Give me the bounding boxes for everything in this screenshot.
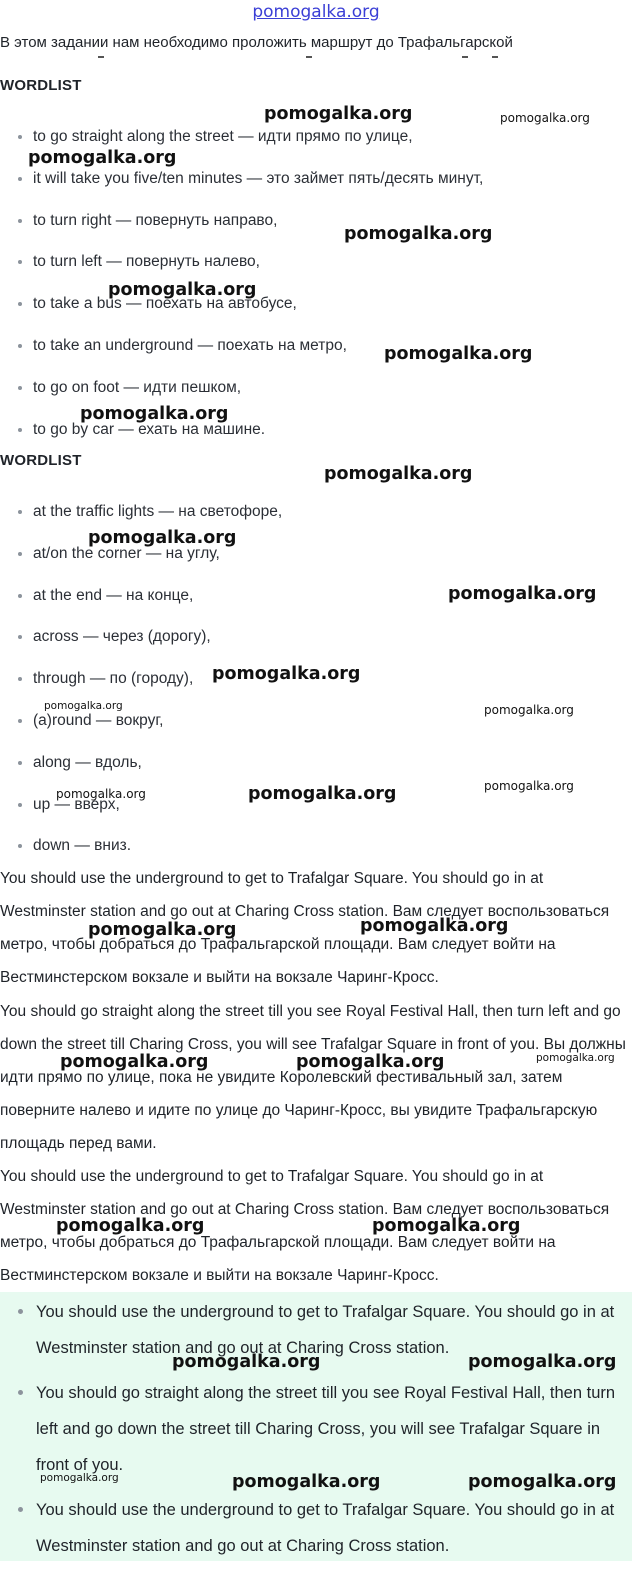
site-link[interactable]: pomogalka.org	[252, 2, 380, 22]
list-item: down — вниз.	[0, 835, 282, 877]
list-item: to go straight along the street — идти прямо по улице,	[0, 126, 483, 168]
watermark: pomogalka.org	[88, 528, 237, 548]
watermark: pomogalka.org	[324, 464, 473, 484]
watermark: pomogalka.org	[372, 1216, 521, 1236]
paragraph-walking-route: You should go straight along the street till you see Royal Festival Hall, then turn left and go down the street till Charing Cross, you will see Trafalgar Square in front of you. Вы должны идти прямо по улице, пока не увидите Королевский фестивальный зал, затем поверните налево и идите по улице до Чаринг-Кросс, вы увидите Трафальгарскую площадь перед вами.	[0, 1003, 626, 1153]
watermark: pomogalka.org	[56, 1216, 205, 1236]
watermark: pomogalka.org	[500, 111, 590, 125]
list-item: along — вдоль,	[0, 752, 282, 794]
wordlist-title-1: WORDLIST	[0, 77, 82, 94]
list-item: across — через (дорогу),	[0, 626, 282, 668]
cut-off-text-line	[0, 56, 632, 70]
list-item: to go on foot — идти пешком,	[0, 377, 483, 419]
watermark: pomogalka.org	[80, 404, 229, 424]
list-item: to turn right — повернуть направо,	[0, 210, 483, 252]
list-item: to go by car — ехать на машине.	[0, 419, 483, 461]
list-item: at/on the corner — на углу,	[0, 543, 282, 585]
list-item: at the end — на конце,	[0, 585, 282, 627]
list-item: through — по (городу),	[0, 668, 282, 710]
watermark: pomogalka.org	[484, 703, 574, 717]
list-item: to take an underground — поехать на метро,	[0, 335, 483, 377]
watermark: pomogalka.org	[344, 224, 493, 244]
answer-item: You should use the underground to get to Trafalgar Square. You should go in at Westminster station and go out at Charing Cross station.	[0, 1492, 632, 1564]
watermark: pomogalka.org	[28, 148, 177, 168]
watermark: pomogalka.org	[56, 787, 146, 801]
answer-box	[0, 1292, 632, 1561]
watermark: pomogalka.org	[536, 1052, 615, 1064]
list-item: to turn left — повернуть налево,	[0, 251, 483, 293]
watermark: pomogalka.org	[108, 280, 257, 300]
list-item: it will take you five/ten minutes — это займет пять/десять минут,	[0, 168, 483, 210]
watermark: pomogalka.org	[172, 1352, 321, 1372]
list-item: up — вверх,	[0, 794, 282, 836]
list-item: to take a bus — поехать на автобусе,	[0, 293, 483, 335]
watermark: pomogalka.org	[468, 1472, 617, 1492]
answer-list	[0, 1294, 632, 1573]
wordlist-2	[0, 501, 282, 877]
watermark: pomogalka.org	[248, 784, 397, 804]
list-item: at the traffic lights — на светофоре,	[0, 501, 282, 543]
watermark: pomogalka.org	[448, 584, 597, 604]
paragraph-underground-repeat: You should use the underground to get to Trafalgar Square. You should go in at Westminster station and go out at Charing Cross station. Вам следует воспользоваться метро, чтобы добраться до Трафальгарской площади. Вам следует войти на Вестминстерском вокзале и выйти на вокзале Чаринг-Кросс.	[0, 1168, 610, 1285]
watermark: pomogalka.org	[360, 916, 509, 936]
intro-text: В этом задании нам необходимо проложить маршрут до Трафальгарской	[0, 34, 513, 51]
wordlist-title-2: WORDLIST	[0, 452, 82, 469]
watermark: pomogalka.org	[232, 1472, 381, 1492]
watermark: pomogalka.org	[484, 779, 574, 793]
watermark: pomogalka.org	[296, 1052, 445, 1072]
watermark: pomogalka.org	[264, 104, 413, 124]
watermark: pomogalka.org	[88, 920, 237, 940]
watermark: pomogalka.org	[468, 1352, 617, 1372]
watermark: pomogalka.org	[60, 1052, 209, 1072]
watermark: pomogalka.org	[384, 344, 533, 364]
answer-item: You should go straight along the street till you see Royal Festival Hall, then turn left and go down the street till Charing Cross, you will see Trafalgar Square in front of you.	[0, 1375, 632, 1483]
watermark: pomogalka.org	[40, 1472, 119, 1484]
list-item: (a)round — вокруг,	[0, 710, 282, 752]
answer-item: You should use the underground to get to Trafalgar Square. You should go in at Westminster station and go out at Charing Cross station.	[0, 1294, 632, 1366]
watermark: pomogalka.org	[44, 700, 123, 712]
paragraph-underground: You should use the underground to get to Trafalgar Square. You should go in at Westminster station and go out at Charing Cross station. Вам следует воспользоваться метро, чтобы добраться до Трафальгарской площади. Вам следует войти на Вестминстерском вокзале и выйти на вокзале Чаринг-Кросс.	[0, 870, 610, 987]
watermark: pomogalka.org	[212, 664, 361, 684]
